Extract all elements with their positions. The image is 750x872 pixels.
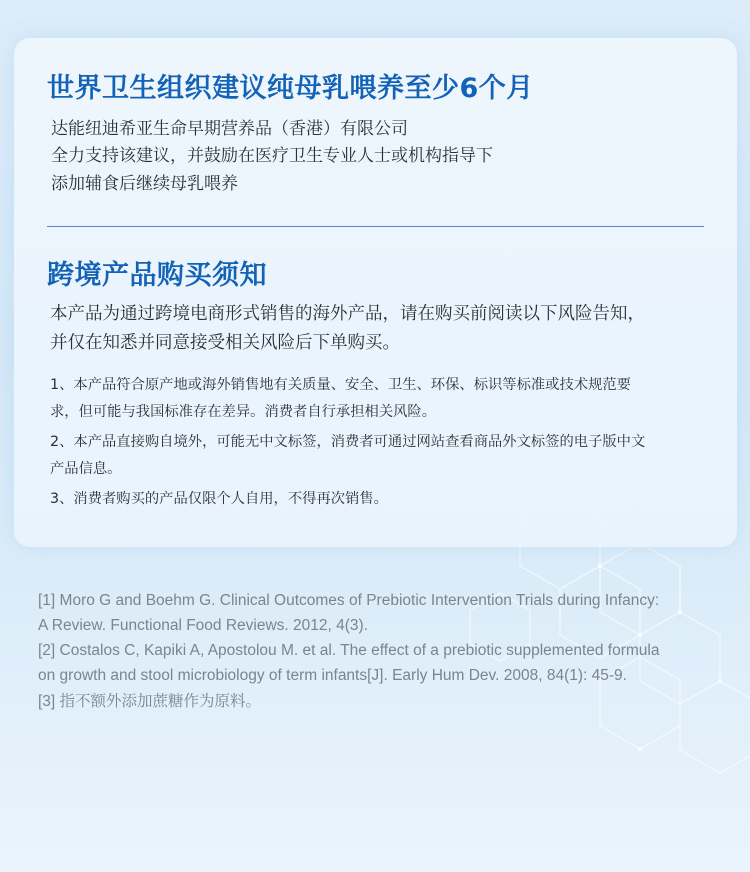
notice-intro-line-2: 并仅在知悉并同意接受相关风险后下单购买。 [50,333,400,353]
who-statement-line-1: 达能纽迪希亚生命早期营养品（香港）有限公司 [51,119,408,139]
content-card [14,38,737,547]
who-recommendation-title: 世界卫生组织建议纯母乳喂养至少6个月 [47,73,534,104]
notice-intro-line-1: 本产品为通过跨境电商形式销售的海外产品，请在购买前阅读以下风险告知， [50,304,645,324]
section-divider [47,226,704,227]
who-statement-line-2: 全力支持该建议，并鼓励在医疗卫生专业人士或机构指导下 [51,146,493,166]
reference-2-line-1: [2] Costalos C, Kapiki A, Apostolou M. et al. The effect of a prebiotic supplemented formula [38,642,660,659]
who-statement-line-3: 添加辅食后继续母乳喂养 [51,174,238,194]
notice-item-2-line-1: 2、本产品直接购自境外，可能无中文标签，消费者可通过网站查看商品外文标签的电子版中文 [50,434,646,450]
notice-item-1-line-2: 求，但可能与我国标准存在差异。消费者自行承担相关风险。 [50,404,437,420]
reference-1-line-2: A Review. Functional Food Reviews. 2012, 4(3). [38,617,368,634]
notice-item-2-line-2: 产品信息。 [50,461,122,477]
reference-2-line-2: on growth and stool microbiology of term infants[J]. Early Hum Dev. 2008, 84(1): 45-9. [38,667,627,684]
cross-border-notice-title: 跨境产品购买须知 [47,260,267,291]
reference-3: [3] 指不额外添加蔗糖作为原料。 [38,693,262,710]
notice-item-3: 3、消费者购买的产品仅限个人自用，不得再次销售。 [50,491,388,507]
reference-1-line-1: [1] Moro G and Boehm G. Clinical Outcomes of Prebiotic Intervention Trials during Infancy: [38,592,660,609]
notice-item-1-line-1: 1、本产品符合原产地或海外销售地有关质量、安全、卫生、环保、标识等标准或技术规范要 [50,377,631,393]
